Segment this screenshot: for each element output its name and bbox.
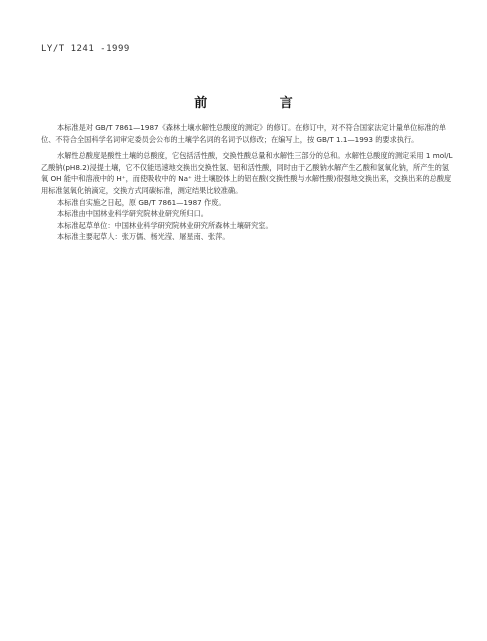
standard-code: LY/T 1241 -1999 [41,44,130,54]
preface-body [41,122,453,243]
preface-note: 本标准由中国林业科学研究院林业研究所归口。 [57,209,208,219]
preface-note: 本标准起草单位：中国林业科学研究院林业研究所森林土壤研究室。 [57,220,273,230]
page-title: 前 言 [194,96,327,111]
preface-note: 本标准主要起草人：张万儒、杨光滢、屠星南、张萍。 [57,232,230,242]
preface-note: 本标准自实施之日起，原 GB/T 7861—1987 作废。 [57,197,226,207]
preface-paragraph: 本标准是对 GB/T 7861—1987《森林土壤水解性总酸度的测定》的修订。在修订中，对不符合国家法定计量单位标准的单位、不符合全国科学名词审定委员会公布的土壤学名词的名词予以修改；在编写上，按 GB/T 1.1—1993 的要求执行。 [41,123,447,144]
preface-paragraph: 水解性总酸度是酸性土壤的总酸度，它包括活性酸，交换性酸总量和水解性三部分的总和。水解性总酸度的测定采用 1 mol/L 乙酸钠(pH8.2)浸提土壤，它不仅能迅速地交换出交换性氢、铝和活性酸，同时由于乙酸钠水解产生乙酸和氢氧化钠，所产生的氢氧 OH 能中和溶液中的 H⁺，而使吸收中的 Na⁺ 进土壤胶体上的铝在酸(交换性酸与水解性酸)很强地交换出来，交换出来的总酸度用标准氢氧化钠滴定，交换方式同碳标准，测定结果比较准确。 [41,151,453,195]
